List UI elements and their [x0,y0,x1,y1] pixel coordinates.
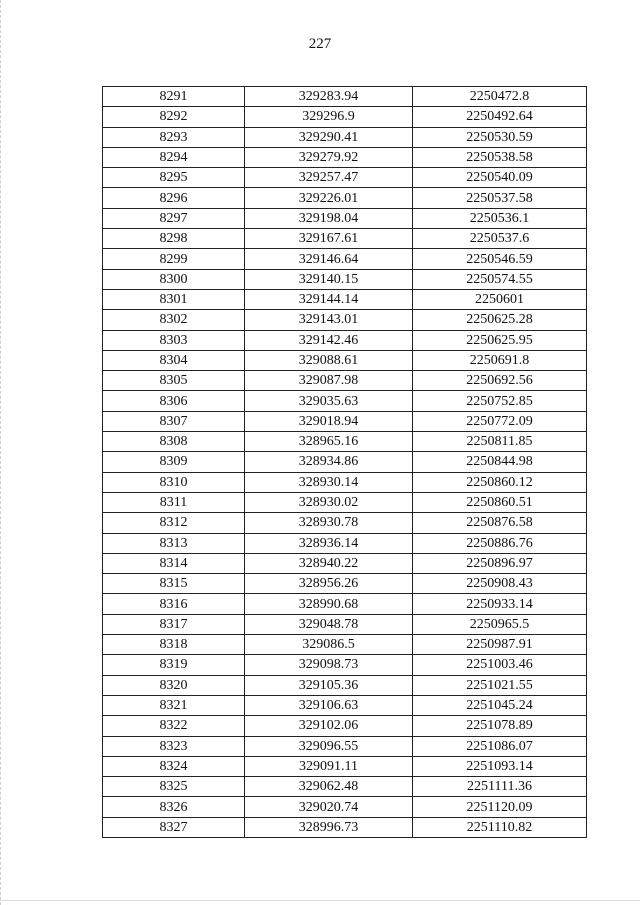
x-coordinate-cell: 329091.11 [245,756,413,776]
table-row [103,574,587,594]
table-row [103,635,587,655]
y-coordinate-cell: 2250896.97 [413,553,587,573]
y-coordinate-cell: 2251120.09 [413,797,587,817]
x-coordinate-cell: 329086.5 [245,635,413,655]
point-id-cell: 8316 [103,594,245,614]
table-row [103,452,587,472]
x-coordinate-cell: 329198.04 [245,208,413,228]
y-coordinate-cell: 2251110.82 [413,817,587,837]
y-coordinate-cell: 2250472.8 [413,87,587,107]
table-row [103,127,587,147]
point-id-cell: 8323 [103,736,245,756]
table-row [103,188,587,208]
page-number: 227 [308,36,332,52]
point-id-cell: 8299 [103,249,245,269]
y-coordinate-cell: 2250811.85 [413,432,587,452]
table-row [103,777,587,797]
x-coordinate-cell: 329283.94 [245,87,413,107]
y-coordinate-cell: 2250537.58 [413,188,587,208]
y-coordinate-cell: 2251003.46 [413,655,587,675]
table-row [103,655,587,675]
table-row [103,208,587,228]
x-coordinate-cell: 329088.61 [245,350,413,370]
table-row [103,675,587,695]
table-row [103,432,587,452]
table-row [103,249,587,269]
point-id-cell: 8310 [103,472,245,492]
y-coordinate-cell: 2251021.55 [413,675,587,695]
table-row [103,817,587,837]
point-id-cell: 8324 [103,756,245,776]
table-row [103,492,587,512]
coordinates-table [102,86,587,838]
point-id-cell: 8314 [103,553,245,573]
point-id-cell: 8317 [103,614,245,634]
x-coordinate-cell: 328930.14 [245,472,413,492]
x-coordinate-cell: 328965.16 [245,432,413,452]
point-id-cell: 8308 [103,432,245,452]
x-coordinate-cell: 329167.61 [245,229,413,249]
y-coordinate-cell: 2251093.14 [413,756,587,776]
table-row [103,147,587,167]
table-row [103,391,587,411]
table-row [103,533,587,553]
point-id-cell: 8325 [103,777,245,797]
table-row [103,797,587,817]
y-coordinate-cell: 2250691.8 [413,350,587,370]
x-coordinate-cell: 328930.78 [245,513,413,533]
x-coordinate-cell: 329144.14 [245,289,413,309]
point-id-cell: 8313 [103,533,245,553]
x-coordinate-cell: 328996.73 [245,817,413,837]
y-coordinate-cell: 2250860.12 [413,472,587,492]
y-coordinate-cell: 2250538.58 [413,147,587,167]
x-coordinate-cell: 329087.98 [245,371,413,391]
table-row [103,87,587,107]
x-coordinate-cell: 329048.78 [245,614,413,634]
table-row [103,594,587,614]
table-row [103,350,587,370]
point-id-cell: 8306 [103,391,245,411]
table-row [103,716,587,736]
y-coordinate-cell: 2250625.28 [413,310,587,330]
point-id-cell: 8297 [103,208,245,228]
y-coordinate-cell: 2250908.43 [413,574,587,594]
y-coordinate-cell: 2250876.58 [413,513,587,533]
point-id-cell: 8305 [103,371,245,391]
point-id-cell: 8327 [103,817,245,837]
x-coordinate-cell: 328956.26 [245,574,413,594]
table-row [103,756,587,776]
y-coordinate-cell: 2250536.1 [413,208,587,228]
table-row [103,168,587,188]
y-coordinate-cell: 2251078.89 [413,716,587,736]
point-id-cell: 8295 [103,168,245,188]
table-row [103,371,587,391]
y-coordinate-cell: 2250692.56 [413,371,587,391]
point-id-cell: 8296 [103,188,245,208]
table-row [103,614,587,634]
point-id-cell: 8303 [103,330,245,350]
point-id-cell: 8300 [103,269,245,289]
point-id-cell: 8294 [103,147,245,167]
y-coordinate-cell: 2250772.09 [413,411,587,431]
point-id-cell: 8319 [103,655,245,675]
table-row [103,310,587,330]
table-row [103,411,587,431]
table-row [103,330,587,350]
point-id-cell: 8322 [103,716,245,736]
table-row [103,513,587,533]
point-id-cell: 8302 [103,310,245,330]
point-id-cell: 8304 [103,350,245,370]
x-coordinate-cell: 329018.94 [245,411,413,431]
x-coordinate-cell: 329140.15 [245,269,413,289]
y-coordinate-cell: 2250546.59 [413,249,587,269]
y-coordinate-cell: 2250574.55 [413,269,587,289]
y-coordinate-cell: 2250530.59 [413,127,587,147]
point-id-cell: 8309 [103,452,245,472]
table-row [103,553,587,573]
x-coordinate-cell: 329106.63 [245,695,413,715]
table-row [103,695,587,715]
point-id-cell: 8320 [103,675,245,695]
y-coordinate-cell: 2250752.85 [413,391,587,411]
x-coordinate-cell: 329143.01 [245,310,413,330]
table-row [103,107,587,127]
y-coordinate-cell: 2250537.6 [413,229,587,249]
point-id-cell: 8321 [103,695,245,715]
x-coordinate-cell: 329020.74 [245,797,413,817]
x-coordinate-cell: 329226.01 [245,188,413,208]
point-id-cell: 8301 [103,289,245,309]
x-coordinate-cell: 329257.47 [245,168,413,188]
x-coordinate-cell: 329290.41 [245,127,413,147]
point-id-cell: 8326 [103,797,245,817]
table-row [103,472,587,492]
y-coordinate-cell: 2250987.91 [413,635,587,655]
y-coordinate-cell: 2250933.14 [413,594,587,614]
x-coordinate-cell: 329035.63 [245,391,413,411]
point-id-cell: 8291 [103,87,245,107]
y-coordinate-cell: 2250886.76 [413,533,587,553]
x-coordinate-cell: 329279.92 [245,147,413,167]
x-coordinate-cell: 329296.9 [245,107,413,127]
y-coordinate-cell: 2251045.24 [413,695,587,715]
x-coordinate-cell: 328940.22 [245,553,413,573]
x-coordinate-cell: 329105.36 [245,675,413,695]
x-coordinate-cell: 329102.06 [245,716,413,736]
x-coordinate-cell: 329062.48 [245,777,413,797]
y-coordinate-cell: 2250860.51 [413,492,587,512]
x-coordinate-cell: 329098.73 [245,655,413,675]
point-id-cell: 8318 [103,635,245,655]
point-id-cell: 8298 [103,229,245,249]
y-coordinate-cell: 2250540.09 [413,168,587,188]
point-id-cell: 8293 [103,127,245,147]
table-row [103,269,587,289]
y-coordinate-cell: 2250844.98 [413,452,587,472]
table-row [103,736,587,756]
point-id-cell: 8315 [103,574,245,594]
point-id-cell: 8292 [103,107,245,127]
table-row [103,289,587,309]
x-coordinate-cell: 328936.14 [245,533,413,553]
x-coordinate-cell: 329146.64 [245,249,413,269]
table-row [103,229,587,249]
point-id-cell: 8312 [103,513,245,533]
y-coordinate-cell: 2251086.07 [413,736,587,756]
point-id-cell: 8307 [103,411,245,431]
y-coordinate-cell: 2251111.36 [413,777,587,797]
x-coordinate-cell: 328934.86 [245,452,413,472]
x-coordinate-cell: 328930.02 [245,492,413,512]
scan-edge [0,0,4,905]
y-coordinate-cell: 2250601 [413,289,587,309]
scan-bottom-edge [0,900,640,901]
y-coordinate-cell: 2250492.64 [413,107,587,127]
x-coordinate-cell: 329142.46 [245,330,413,350]
coordinates-table-body [103,87,587,838]
y-coordinate-cell: 2250625.95 [413,330,587,350]
x-coordinate-cell: 329096.55 [245,736,413,756]
y-coordinate-cell: 2250965.5 [413,614,587,634]
x-coordinate-cell: 328990.68 [245,594,413,614]
point-id-cell: 8311 [103,492,245,512]
